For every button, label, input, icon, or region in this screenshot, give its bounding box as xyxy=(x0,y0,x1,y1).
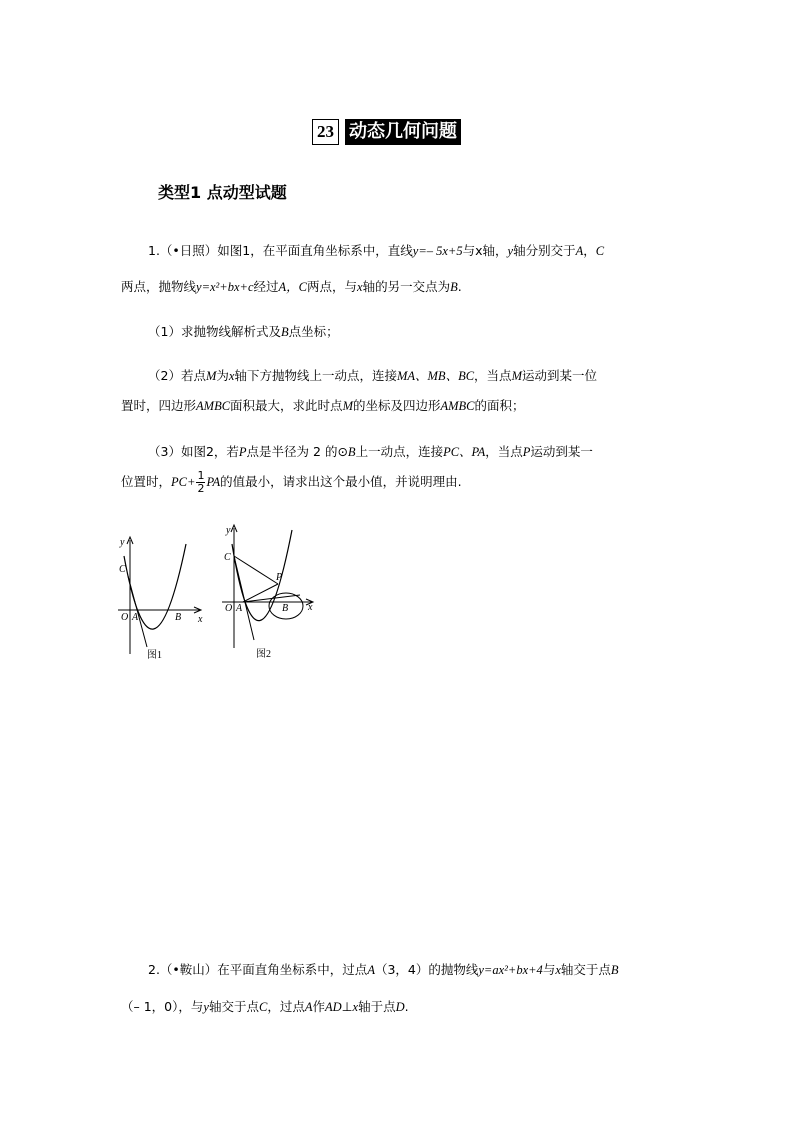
fig2-label-x: x xyxy=(308,602,313,613)
fig1-label-x: x xyxy=(198,614,203,625)
q1-part1: （1）求抛物线解析式及B点坐标； xyxy=(148,324,339,339)
q1-line1: 1.（•日照）如图1，在平面直角坐标系中，直线y=– 5x+5与x轴，y轴分别交于A，C xyxy=(148,243,605,258)
one-half-fraction: $\frac{1}{2}$ xyxy=(197,469,205,495)
q1-line2: 两点，抛物线y=x²+bx+c经过A，C两点，与x轴的另一交点为B. xyxy=(121,279,462,294)
fig1-label-c: C xyxy=(119,564,126,575)
fig2-segment-pa xyxy=(243,584,278,602)
section-heading: 类型1 点动型试题 xyxy=(158,183,287,202)
figure-1 xyxy=(112,532,208,660)
fig1-label-b: B xyxy=(175,612,182,623)
fig2-label-o: O xyxy=(225,603,233,614)
q2-line1: 2.（•鞍山）在平面直角坐标系中，过点A（3，4）的抛物线y=ax²+bx+4与x轴交于点B xyxy=(148,962,619,977)
fig1-label-y: y xyxy=(120,537,125,548)
q1-part3-line1: （3）如图2，若P点是半径为 2 的⊙B上一动点，连接PC、PA，当点P运动到某一 xyxy=(148,444,593,459)
q2-line2: （– 1，0），与y轴交于点C，过点A作AD⊥x轴于点D. xyxy=(121,999,409,1014)
fig2-label-b: B xyxy=(282,603,289,614)
fig2-label-c: C xyxy=(224,552,231,563)
figure-2 xyxy=(216,520,326,660)
chapter-title xyxy=(312,119,461,145)
fig2-segment-a-circle xyxy=(243,595,300,602)
fig2-segment-pc xyxy=(234,556,278,584)
fig1-caption: 图1 xyxy=(147,650,162,660)
fig1-label-o: O xyxy=(121,612,129,623)
fig2-label-y: y xyxy=(226,525,231,536)
q1-part2-line1: （2）若点M为x轴下方抛物线上一动点，连接MA、MB、BC，当点M运动到某一位 xyxy=(148,368,597,383)
fig2-label-p: P xyxy=(276,572,283,583)
q1-part3-line2: 位置时，PC+ $\frac{1}{2}$ PA的值最小，请求出这个最小值，并说明理由. xyxy=(121,469,462,495)
chapter-title-text: 动态几何问题 xyxy=(345,119,461,145)
fig2-caption: 图2 xyxy=(256,649,271,660)
q1-part2-line2: 置时，四边形AMBC面积最大，求此时点M的坐标及四边形AMBC的面积； xyxy=(121,398,525,413)
fig2-label-a: A xyxy=(236,603,243,614)
fig1-label-a: A xyxy=(132,612,139,623)
chapter-number: 23 xyxy=(312,119,339,145)
